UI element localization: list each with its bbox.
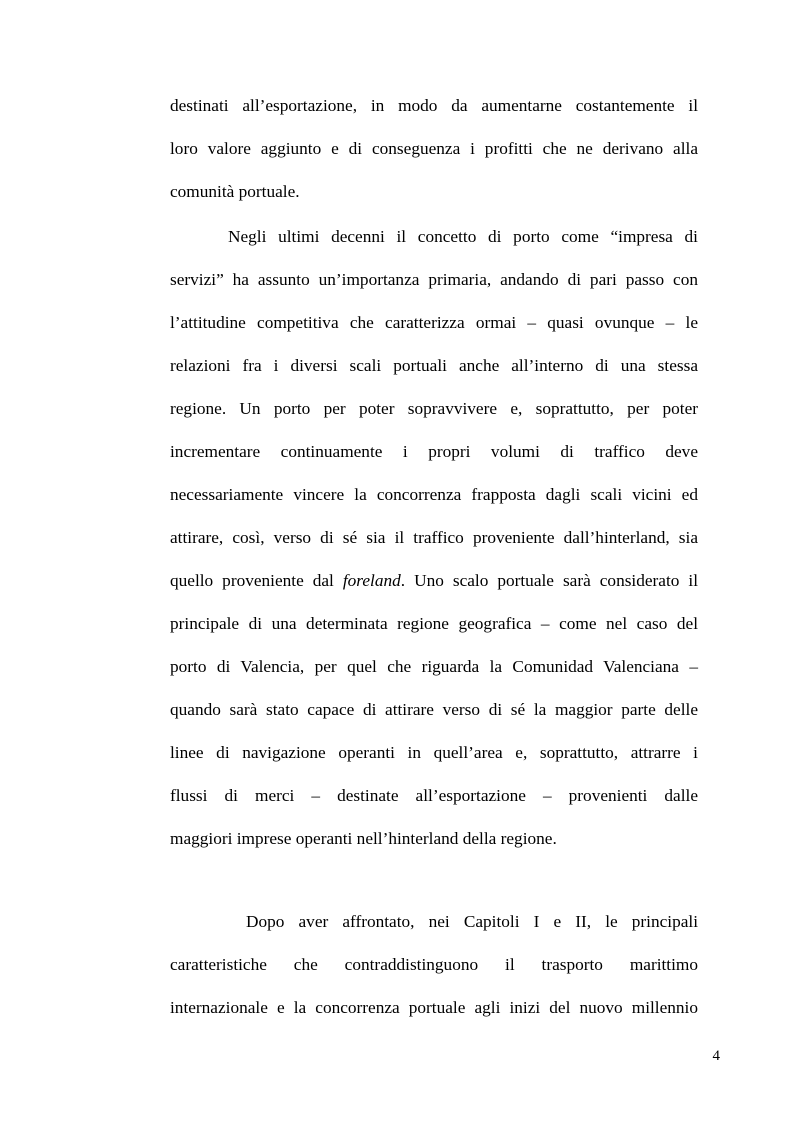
page-number: 4 bbox=[712, 1048, 720, 1064]
body-text-line: Dopo aver affrontato, nei Capitoli I e II, le principali bbox=[246, 912, 698, 931]
body-text-segment: . Uno scalo portuale sarà considerato il bbox=[400, 571, 699, 590]
emphasis-foreland: foreland bbox=[342, 571, 401, 590]
body-text-line: maggiori imprese operanti nell’hinterland della regione. bbox=[170, 829, 557, 848]
body-text-line: incrementare continuamente i propri volumi di traffico deve bbox=[170, 442, 698, 461]
body-text-line: comunità portuale. bbox=[170, 182, 300, 201]
body-text-line: l’attitudine competitiva che caratterizza ormai – quasi ovunque – le bbox=[170, 313, 698, 332]
body-text-line: linee di navigazione operanti in quell’area e, soprattutto, attrarre i bbox=[170, 743, 698, 762]
body-text-line: internazionale e la concorrenza portuale agli inizi del nuovo millennio bbox=[170, 998, 698, 1017]
body-text-line: porto di Valencia, per quel che riguarda la Comunidad Valenciana – bbox=[170, 657, 698, 676]
body-text-line: principale di una determinata regione geografica – come nel caso del bbox=[170, 614, 698, 633]
body-text-line: destinati all’esportazione, in modo da aumentarne costantemente il bbox=[170, 96, 698, 115]
body-text-line: regione. Un porto per poter sopravvivere e, soprattutto, per poter bbox=[170, 399, 698, 418]
body-text-line-with-emphasis bbox=[170, 570, 698, 592]
body-text-line: quando sarà stato capace di attirare verso di sé la maggior parte delle bbox=[170, 700, 698, 719]
body-text-line: servizi” ha assunto un’importanza primaria, andando di pari passo con bbox=[170, 270, 698, 289]
body-text-line: loro valore aggiunto e di conseguenza i profitti che ne derivano alla bbox=[170, 139, 698, 158]
body-text-line: flussi di merci – destinate all’esportazione – provenienti dalle bbox=[170, 786, 698, 805]
body-text-line: Negli ultimi decenni il concetto di porto come “impresa di bbox=[228, 227, 698, 246]
body-text-segment: quello proveniente dal bbox=[170, 571, 343, 590]
body-text-line: relazioni fra i diversi scali portuali anche all’interno di una stessa bbox=[170, 356, 698, 375]
body-text-line: attirare, così, verso di sé sia il traffico proveniente dall’hinterland, sia bbox=[170, 528, 698, 547]
body-text-line: caratteristiche che contraddistinguono il trasporto marittimo bbox=[170, 955, 698, 974]
body-text-line: necessariamente vincere la concorrenza frapposta dagli scali vicini ed bbox=[170, 485, 698, 504]
